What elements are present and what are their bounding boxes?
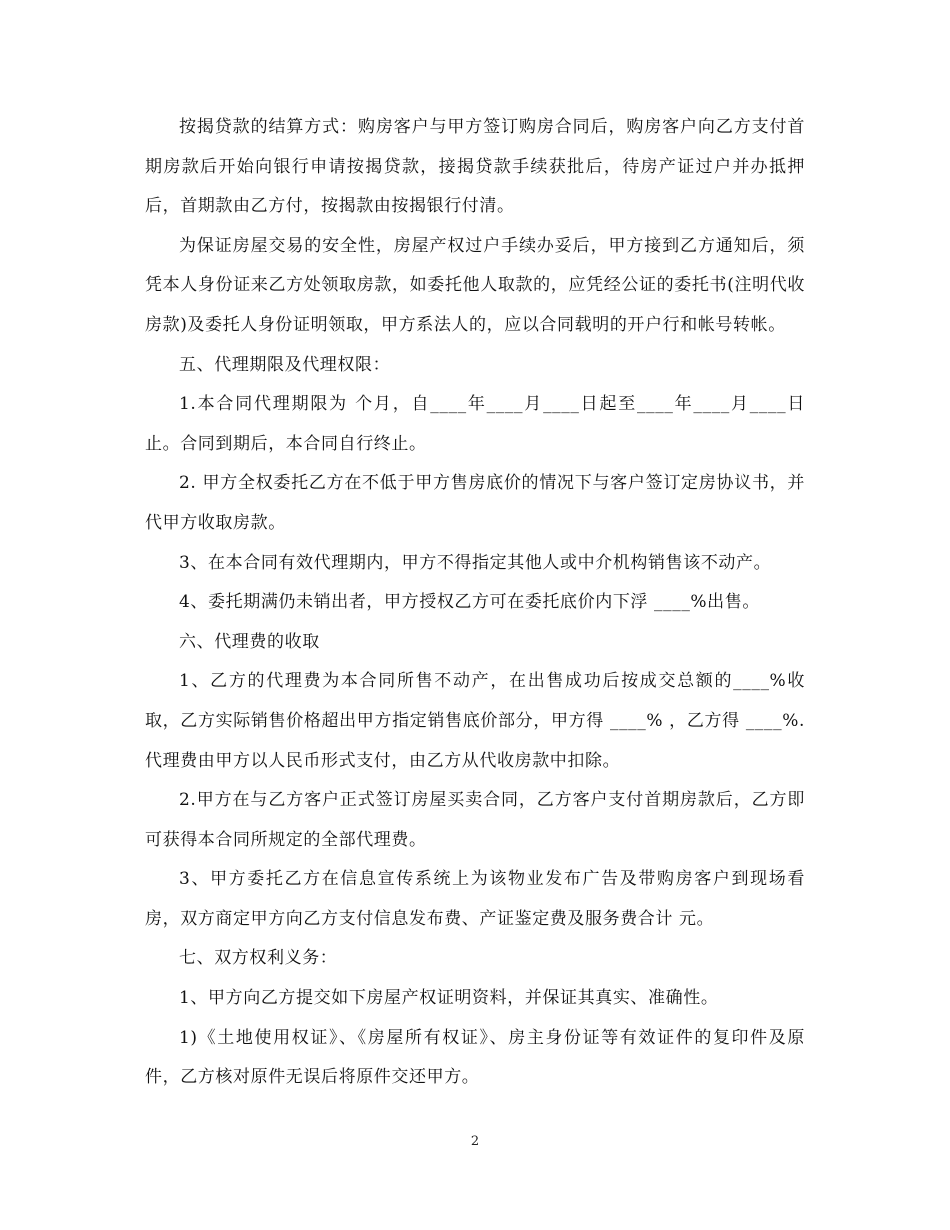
paragraph-exclusive-agency: 3、在本合同有效代理期内，甲方不得指定其他人或中介机构销售该不动产。 [179, 552, 772, 573]
paragraph-agency-period: 1.本合同代理期限为 个月，自____年____月____日起至____年____月____日止。合同到期后，本合同自行终止。 [145, 394, 805, 454]
paragraph-price-reduction: 4、委托期满仍未销出者，甲方授权乙方可在委托底价内下浮 ____%出售。 [179, 592, 760, 613]
paragraph-fee-rate: 1、乙方的代理费为本合同所售不动产，在出售成功后按成交总额的____%收取，乙方实际销售价格超出甲方指定销售底价部分，甲方得 ____% ，乙方得 ____%.代理费由甲方以人民币形式支付，由乙方从代收房款中扣除。 [145, 671, 805, 771]
paragraph-ownership-documents: 1、甲方向乙方提交如下房屋产权证明资料，并保证其真实、准确性。 [179, 988, 719, 1009]
page-number: 2 [470, 1134, 480, 1149]
paragraph-settlement-method: 按揭贷款的结算方式：购房客户与甲方签订购房合同后，购房客户向乙方支付首期房款后开始向银行申请按揭贷款，接揭贷款手续获批后，待房产证过户并办抵押后，首期款由乙方付，按揭款由按揭银行付清。 [145, 117, 805, 217]
paragraph-certificate-list: 1)《土地使用权证》、《房屋所有权证》、房主身份证等有效证件的复印件及原件，乙方核对原件无误后将原件交还甲方。 [145, 1027, 805, 1088]
paragraph-transaction-security: 为保证房屋交易的安全性，房屋产权过户手续办妥后，甲方接到乙方通知后，须凭本人身份证来乙方处领取房款，如委托他人取款的，应凭经公证的委托书(注明代收房款)及委托人身份证明领取，甲方系法人的，应以合同载明的开户行和帐号转帐。 [145, 235, 805, 335]
section-heading-agency-fee: 六、代理费的收取 [179, 631, 320, 652]
paragraph-full-authorization: 2. 甲方全权委托乙方在不低于甲方售房底价的情况下与客户签订定房协议书，并代甲方收取房款。 [145, 473, 805, 533]
section-heading-agency-term: 五、代理期限及代理权限： [179, 354, 391, 375]
document-body [145, 108, 805, 1098]
paragraph-advertising-fee: 3、甲方委托乙方在信息宣传系统上为该物业发布广告及带购房客户到现场看房，双方商定甲方向乙方支付信息发布费、产证鉴定费及服务费合计 元。 [145, 869, 805, 929]
paragraph-fee-entitlement: 2.甲方在与乙方客户正式签订房屋买卖合同，乙方客户支付首期房款后，乙方即可获得本合同所规定的全部代理费。 [145, 790, 805, 850]
section-heading-rights-obligations: 七、双方权利义务： [179, 948, 338, 969]
